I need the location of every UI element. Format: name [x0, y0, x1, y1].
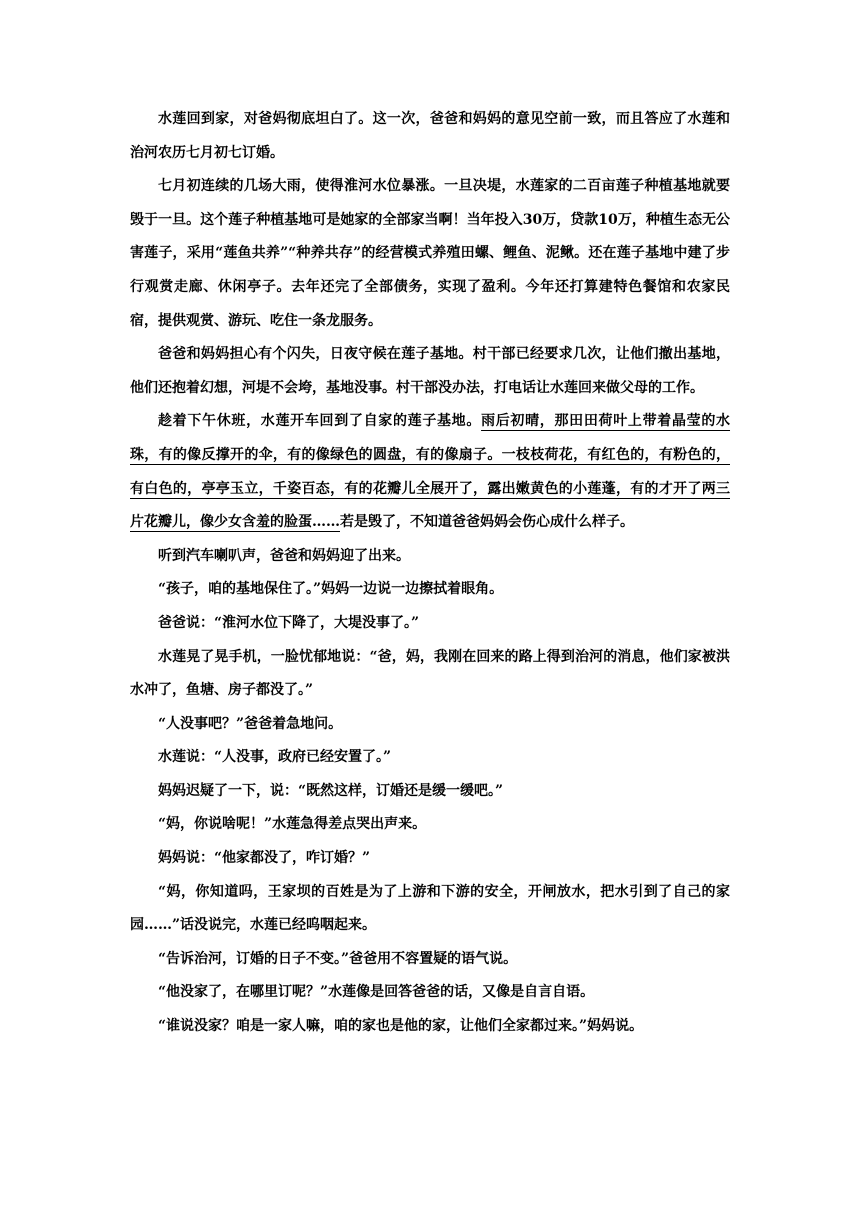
paragraph-12: “妈，你说啥呢！”水莲急得差点哭出声来。 [158, 816, 427, 833]
paragraph-5: 听到汽车喇叭声，爸爸和妈妈迎了出来。 [158, 547, 410, 564]
paragraph-10: 水莲说：“人没事，政府已经安置了。” [158, 749, 392, 766]
paragraph-13: 妈妈说：“他家都没了，咋订婚？” [158, 850, 371, 867]
underlined-passage: 雨后初晴，那田田荷叶上带着晶莹的水珠，有的像反撑开的伞，有的像绿色的圆盘，有的像扇子。一枝枝荷花，有红色的，有粉色的，有白色的，亭亭玉立，千姿百态，有的花瓣儿全展开了，露出嫩黄色的小莲蓬，有的才开了两三片花瓣儿，像少女含羞的脸蛋…… [130, 413, 731, 531]
paragraph-8: 水莲晃了晃手机，一脸忧郁地说：“爸，妈，我刚在回来的路上得到治河的消息，他们家被洪水冲了，鱼塘、房子都没了。” [130, 648, 730, 699]
paragraph-9: “人没事吧？”爸爸着急地问。 [158, 715, 343, 732]
paragraph-17: “谁说没家？咱是一家人嘛，咱的家也是他的家，让他们全家都过来。”妈妈说。 [158, 1018, 644, 1035]
paragraph-4-tail: 若是毁了，不知道爸爸妈妈会伤心成什么样子。 [340, 514, 634, 531]
paragraph-14: “妈，你知道吗，王家坝的百姓是为了上游和下游的安全，开闸放水，把水引到了自己的家园……”话没说完，水莲已经呜咽起来。 [130, 883, 730, 934]
story-text [130, 103, 730, 1044]
paragraph-4 [130, 405, 730, 539]
paragraph-4-lead: 趁着下午休班，水莲开车回到了自家的莲子基地。 [158, 413, 482, 430]
paragraph-7: 爸爸说：“淮河水位下降了，大堤没事了。” [158, 614, 420, 631]
paragraph-11: 妈妈迟疑了一下，说：“既然这样，订婚还是缓一缓吧。” [158, 782, 504, 799]
paragraph-6: “孩子，咱的基地保住了。”妈妈一边说一边擦拭着眼角。 [158, 581, 504, 598]
paragraph-16: “他没家了，在哪里订呢？”水莲像是回答爸爸的话，又像是自言自语。 [158, 984, 595, 1001]
paragraph-3: 爸爸和妈妈担心有个闪失，日夜守候在莲子基地。村干部已经要求几次，让他们撤出基地，他们还抱着幻想，河堤不会垮，基地没事。村干部没办法，打电话让水莲回来做父母的工作。 [130, 346, 730, 396]
paragraph-2: 七月初连续的几场大雨，使得淮河水位暴涨。一旦决堤，水莲家的二百亩莲子种植基地就要毁于一旦。这个莲子种植基地可是她家的全部家当啊！当年投入30万，贷款10万，种植生态无公害莲子，采用“莲鱼共养”“种养共存”的经营模式养殖田螺、鲤鱼、泥鳅。还在莲子基地中建了步行观赏走廊、休闲亭子。去年还完了全部债务，实现了盈利。今年还打算建特色餐馆和农家民宿，提供观赏、游玩、吃住一条龙服务。 [130, 178, 730, 329]
paragraph-1: 水莲回到家，对爸妈彻底坦白了。这一次，爸爸和妈妈的意见空前一致，而且答应了水莲和治河农历七月初七订婚。 [130, 111, 730, 161]
paragraph-15: “告诉治河，订婚的日子不变。”爸爸用不容置疑的语气说。 [158, 950, 518, 967]
